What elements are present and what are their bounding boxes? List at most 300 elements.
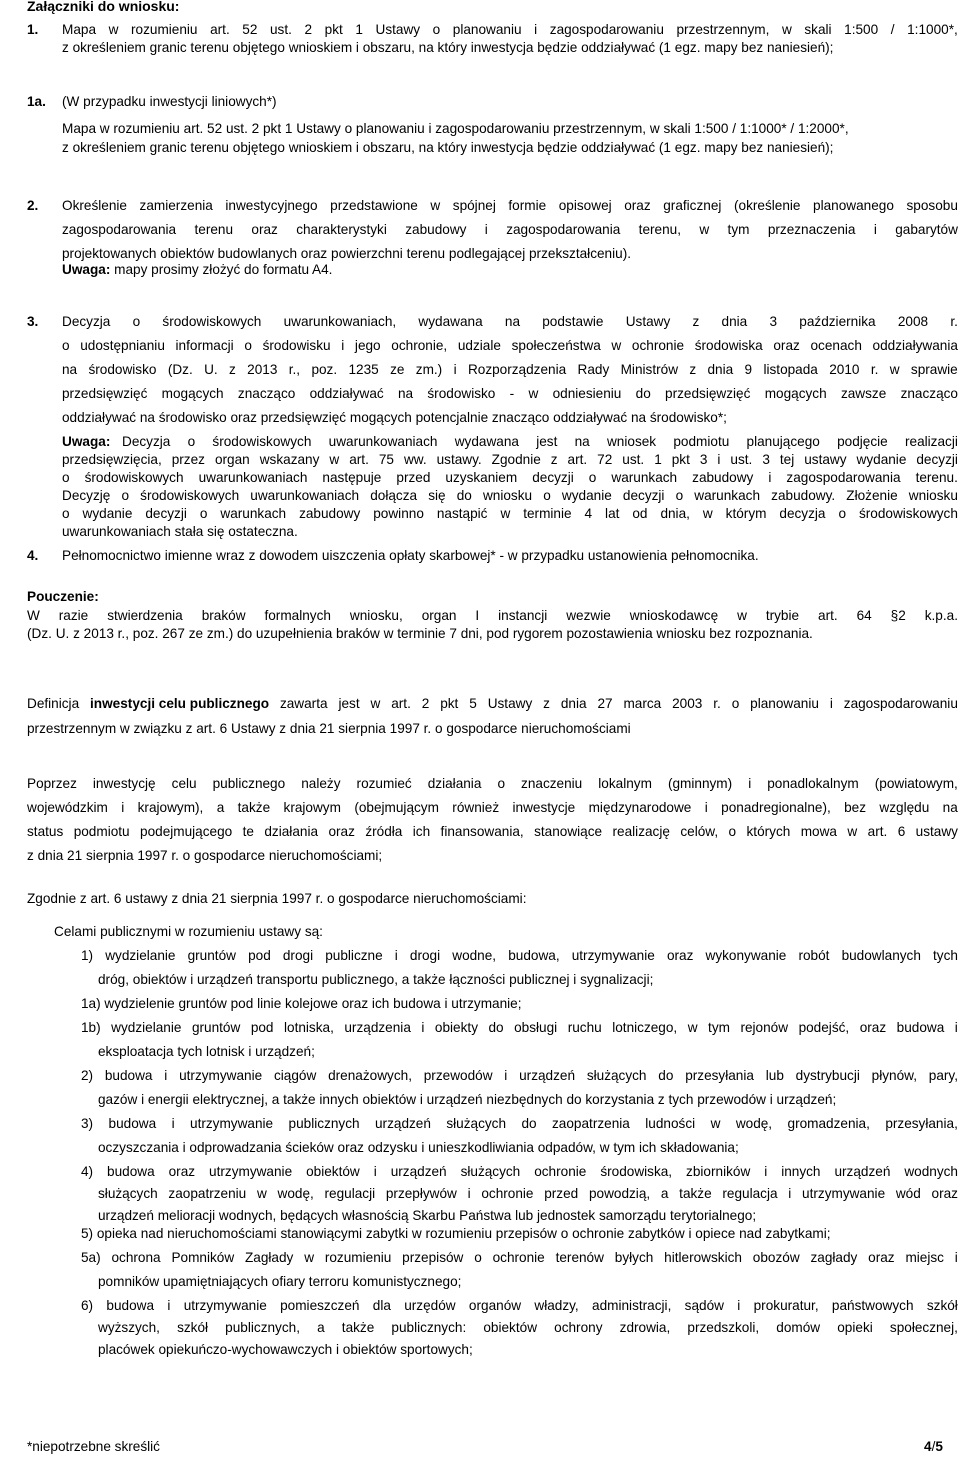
text-line: gazów i energii elektrycznej, a także innych obiektów i urządzeń niezbędnych do korzystania z tych przewodów i urządzeń; [98,1092,837,1107]
page-number [924,1438,943,1456]
word: i [484,222,488,237]
word: którym [725,506,767,521]
word: środowiska, [600,1164,673,1179]
word: ochronie, [391,338,448,353]
word: przedstawione [330,198,418,213]
word: służących [586,1068,647,1083]
word: zabudowy [692,470,754,485]
word: finansowania, [440,824,524,839]
word: zagospodarowaniu [843,696,958,711]
word: o [588,470,597,485]
word: wniosku, [349,608,403,623]
note-label: Uwaga: [62,262,111,277]
word: planującego [746,434,820,449]
text-line [62,505,958,523]
word: 52 [242,22,258,37]
word: na [504,314,521,329]
word: 3 [699,452,708,467]
text-line [62,197,958,215]
word: Ministrów [620,362,679,377]
word: Złożenie [846,488,898,503]
word: przedszkoli, [687,1320,760,1335]
word: dnia [560,696,587,711]
word: utrzymywanie [179,1068,263,1083]
word: planowaniu [750,696,819,711]
word: przedsięwzięć [665,386,751,401]
word: także [679,1186,712,1201]
word: wodę, [277,1186,314,1201]
word: i [737,1298,741,1313]
word: zagospodarowania [506,222,621,237]
word: gabarytów [895,222,958,237]
word: służących [98,1186,158,1201]
word: w [611,338,622,353]
word: oraz [773,338,800,353]
word: środowiskowych [858,506,958,521]
word: ponadlokalnym [767,776,859,791]
word: zaopatrzeniu [168,1186,247,1201]
text-line: 1a) wydzielenie gruntów pod linie kolejowe oraz ich budowa i utrzymanie; [81,996,522,1011]
word: w [500,506,511,521]
text-line: urządzeń melioracji wodnych, będących własnością Skarbu Państwa lub jednostek samorządu terytorialnego; [98,1208,757,1223]
zgodnie-heading: Zgodnie z art. 6 ustawy z dnia 21 sierpnia 1997 r. o gospodarce nieruchomościami: [27,891,527,906]
word: 6) [81,1298,94,1313]
word: na [574,434,590,449]
word: o [731,696,740,711]
word: o [474,1250,482,1265]
word: 4) [81,1164,94,1179]
word: stwierdzenia [107,608,183,623]
word: 64 [856,608,872,623]
word: powodzią, [588,1186,651,1201]
word: przesyłania, [885,1116,958,1131]
word: dla [372,1298,391,1313]
word: zamierzenia [139,198,213,213]
word: w [781,22,792,37]
word: drenażowych, [328,1068,412,1083]
text-line [122,433,958,451]
word: 72 [597,452,613,467]
word: służących [446,1116,507,1131]
text-line [62,451,958,469]
text-line: 5) opieka nad nieruchomościami stanowiącymi zabytki w rozumieniu przepisów o ochronie zabytków i opiece nad zabytkami; [81,1226,831,1241]
word: przedsięwzięć [62,386,148,401]
word: zdrowia, [619,1320,671,1335]
word: szkół [177,1320,209,1335]
word: wydawana [418,314,483,329]
word: na [397,386,414,401]
word: zagospodarowaniu [549,22,664,37]
word: art. [391,696,411,711]
word: ustawy. [436,452,482,467]
word: ich [412,824,431,839]
word: w [847,824,858,839]
word: społeczeństwa [511,338,601,353]
word: utrzymywanie [209,1164,293,1179]
word: i [171,1116,175,1131]
word: urządzeń [834,1164,891,1179]
word: w [430,198,441,213]
word: ochronie [481,1186,534,1201]
word: w [329,452,340,467]
word: 75 [378,452,394,467]
text-line: eksploatacja tych lotnisk i urządzeń; [98,1044,315,1059]
word: 1235 [348,362,379,377]
word: obozów [752,1250,800,1265]
word: krajowym [283,800,341,815]
word: środowiska [694,338,763,353]
word: i [534,22,538,37]
word: ponadregionalne), [721,800,831,815]
text-line: (Dz. U. z 2013 r., poz. 267 ze zm.) do uzupełnienia braków w terminie 7 dni, pod rygorem pozostawienia wniosku bez rozpoznania. [27,626,813,641]
word: art. [818,608,838,623]
word: i [394,948,398,963]
word: obsługi [514,1020,558,1035]
word: 5 [469,696,477,711]
text-line [62,313,958,331]
word: Decyzja [122,434,171,449]
word: (określenie [733,198,801,213]
word: regulacji [324,1186,376,1201]
word: ochrony [554,1320,603,1335]
word: o [728,824,737,839]
word: lotniczego, [612,1020,678,1035]
word: pod [250,1020,274,1035]
word: Ustawy [375,22,421,37]
text-line [62,21,958,39]
word: dnia [707,362,734,377]
word: społecznej, [889,1320,958,1335]
word: się [428,488,446,503]
word: o [675,488,684,503]
pouczenie-label: Pouczenie: [27,589,99,604]
word: w [737,608,747,623]
item-2-note [62,261,332,279]
word: zaopatrzenia [552,1116,630,1131]
word: wnioskodawcę [629,608,719,623]
word: znaczeniu [521,776,583,791]
word: Mapa [62,22,97,37]
word: 4 [584,506,593,521]
word: braków [201,608,246,623]
word: i [453,362,457,377]
word: warunkach [220,506,287,521]
word: r., [288,362,301,377]
word: przez [171,452,205,467]
word: zabudowy. [771,488,836,503]
word: także [237,800,271,815]
word: uwarunkowaniach, [283,314,397,329]
word: §2 [890,608,906,623]
word: podstawie [542,314,604,329]
word: oddziaływania [872,338,958,353]
word: drogi [409,948,441,963]
word: ochrona [111,1250,161,1265]
word: terenu. [915,470,958,485]
word: Decyzja [62,314,111,329]
word: gruntów [187,948,236,963]
word: ludności [645,1116,696,1131]
word: organ [214,452,250,467]
word: przewodów [423,1068,493,1083]
word: opisowej [558,198,612,213]
word: oraz [868,1250,895,1265]
word: 6 [897,824,906,839]
word: następuje [322,470,382,485]
item-1a-number: 1a. [27,94,46,109]
word: decyzji [916,452,958,467]
word: i [121,800,125,815]
word: te [242,824,254,839]
word: uwarunkowaniach [328,434,438,449]
text-line: uwarunkowaniach stała się ostateczna. [62,524,298,539]
word: 1 [355,22,363,37]
word: I [475,608,480,623]
word: 2003 [672,696,703,711]
text-line [98,1319,958,1337]
word: źródła [365,824,403,839]
word: do [658,1068,674,1083]
page-separator: / [931,1439,936,1454]
word: od [632,506,648,521]
word: znacząco [237,386,296,401]
word: zawarta [279,696,328,711]
word: 1 [654,452,662,467]
word: o [62,506,70,521]
word: charakterystyki [296,222,387,237]
word: hitlerowskich [664,1250,742,1265]
word: o [121,488,130,503]
word: przed [544,1186,579,1201]
word: Decyzję [62,488,111,503]
word: środowisko [88,362,157,377]
word: o [199,506,208,521]
word: sprawie [910,362,958,377]
word: o [62,338,70,353]
word: do [488,1020,504,1035]
text-line [81,947,958,965]
word: decyzja [779,506,826,521]
word: o [497,776,505,791]
word: 3 [769,314,778,329]
word: k.p.a. [924,608,958,623]
word: 9 [744,362,753,377]
word: pary, [928,1068,958,1083]
word: na [942,800,958,815]
word: przed [396,470,431,485]
word: a [216,800,225,815]
word: ocenach [810,338,862,353]
word: 2) [81,1068,94,1083]
word: listopada [763,362,818,377]
word: i [764,1164,768,1179]
word: wojewódzkim [27,800,108,815]
word: publicznych: [391,1320,467,1335]
word: wydzielanie [105,948,176,963]
word: wydawana [454,434,519,449]
text-line [81,1115,958,1133]
word: ochronie [492,1250,545,1265]
word: przeznaczenia [767,222,856,237]
word: domów [776,1320,821,1335]
word: płynów, [871,1068,917,1083]
word: 3) [81,1116,94,1131]
word: ustawy [915,824,958,839]
word: 2013 [247,362,278,377]
word: na [62,362,78,377]
word: pod [248,948,271,963]
word: 1) [81,948,94,963]
word: planowaniu [452,22,522,37]
word: wodnych [904,1164,958,1179]
word: środowisku [262,338,331,353]
word: oraz [859,1020,887,1035]
word: formie [508,198,547,213]
word: podjęcie [837,434,888,449]
word: przestrzennym, [676,22,770,37]
text-line: dróg, obiektów i urządzeń transportu publicznego, a także łączności publicznej i sygnalizacji; [98,972,654,987]
word: ruchu [567,1020,602,1035]
word: wezwie [566,608,611,623]
word: przepływów [385,1186,457,1201]
word: środowisko [427,386,496,401]
word: także [341,1320,375,1335]
word: urządzeń [375,1116,431,1131]
word: i [717,452,721,467]
word: również [452,800,500,815]
text-line [62,361,958,379]
word: gruntów [191,1020,241,1035]
text-line [62,487,958,505]
word: (gminnym) [667,776,733,791]
word: mogących [161,386,224,401]
word: rejonów [740,1020,789,1035]
word: obiektów [483,1320,538,1335]
word: warunkach [611,470,678,485]
word: publicznych, [225,1320,300,1335]
word: lat [605,506,620,521]
word: nastąpić [436,506,488,521]
word: celów, [680,824,719,839]
word: organów [468,1298,522,1313]
word: art. [349,452,369,467]
definicja-bold: inwestycji celu publicznego [90,696,270,711]
word: ustawy [804,452,847,467]
item-3-note-label: Uwaga: [62,434,111,449]
word: o [244,338,252,353]
item-2-number: 2. [27,198,39,213]
word: działania [427,776,482,791]
word: graficznej [663,198,722,213]
word: 27 [597,696,613,711]
word: art. [867,824,888,839]
word: ust. [622,452,645,467]
text-line [62,221,958,239]
word: tym [727,222,750,237]
word: trybie [765,608,800,623]
word: (obejmującym [354,800,439,815]
word: o [838,506,846,521]
word: administracji, [592,1298,672,1313]
word: uzyskaniem [445,470,518,485]
word: 2 [304,22,313,37]
footer-note: *niepotrzebne skreślić [27,1439,160,1454]
word: decyzji [532,470,574,485]
word: dołącza [370,488,418,503]
word: dnia [721,314,748,329]
word: marca [623,696,662,711]
text-line [81,1067,958,1085]
word: zabudowy [405,222,467,237]
word: urzędów [404,1298,456,1313]
word: byłych [614,1250,654,1265]
text-line [98,1185,958,1203]
text-line [81,1249,958,1267]
word: podmiotu [673,434,730,449]
word: Ustawy [487,696,533,711]
word: Zagłady [244,1250,294,1265]
word: z [229,362,236,377]
word: państwowych [831,1298,914,1313]
word: art. [567,452,588,467]
word: szkół [926,1298,958,1313]
word: zawsze [840,386,887,401]
word: inwestycję [92,776,156,791]
text-line [81,1297,958,1315]
word: oraz [666,948,694,963]
word: do [635,386,651,401]
word: powinno [373,506,424,521]
text-line: projektowanych obiektów budowlanych oraz powierzchni terenu podlegającej przekształceniu). [62,246,631,261]
word: inwestycyjnego [225,198,318,213]
word: budowa [108,1116,157,1131]
word: pomieszczeń [280,1298,360,1313]
word: stanowiące [534,824,603,839]
word: i [748,776,752,791]
word: drogi [282,948,314,963]
word: wykonywanie [705,948,787,963]
word: w [710,1116,721,1131]
text-line [27,799,958,817]
word: 2 [421,696,430,711]
word: i [788,1186,792,1201]
word: terenu [194,222,234,237]
word: względu [879,800,930,815]
word: wodne, [452,948,497,963]
word: publiczne [325,948,383,963]
text-line: placówek opiekuńczo-wychowawczych i obiektów sportowych; [98,1342,473,1357]
word: Zgodnie [491,452,541,467]
word: wydanie [561,488,612,503]
word: utrzymywanie [802,1186,886,1201]
word: ust. [270,22,292,37]
word: udziale [457,338,501,353]
word: utrzymywanie [190,1116,274,1131]
word: w [108,22,119,37]
word: dnia, [660,506,690,521]
word: udostępnianiu [80,338,165,353]
word: przesyłania [685,1068,754,1083]
word: r. [713,696,721,711]
word: i [954,1020,958,1035]
word: oraz [328,824,355,839]
text-line [81,1019,958,1037]
word: oraz [251,222,278,237]
word: skali [804,22,832,37]
word: środowiskowych [162,314,262,329]
word: rozumieniu [324,1250,392,1265]
word: pkt [440,696,459,711]
